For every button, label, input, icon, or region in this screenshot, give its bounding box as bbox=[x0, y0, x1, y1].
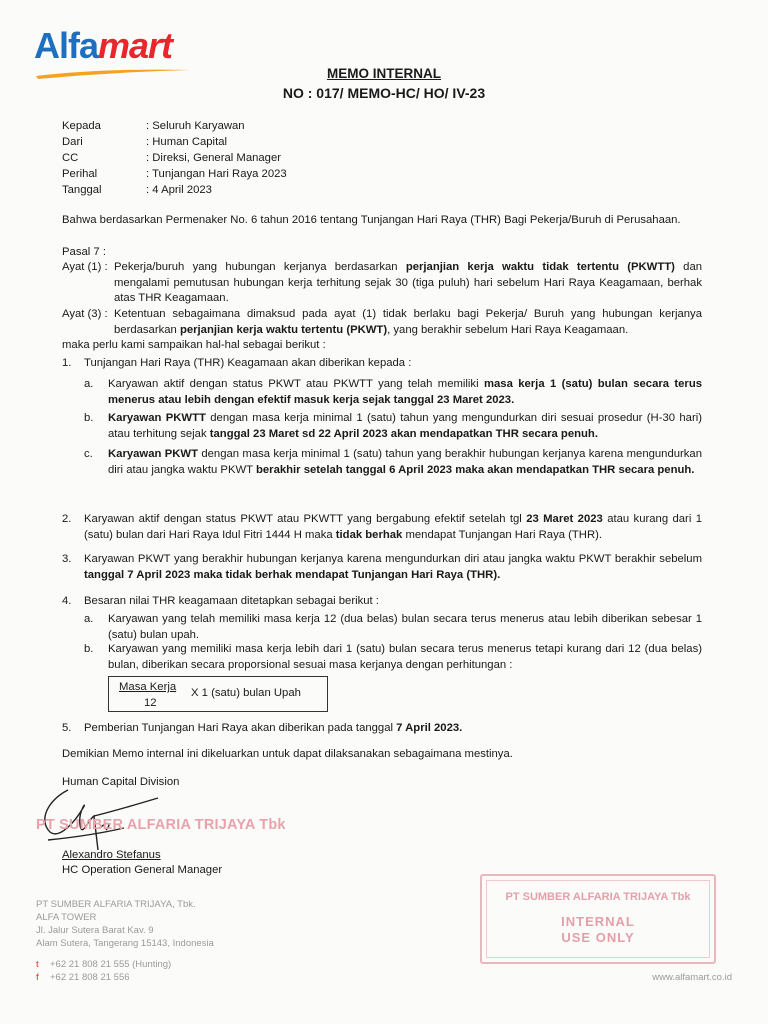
memo-number: NO : 017/ MEMO-HC/ HO/ IV-23 bbox=[282, 85, 486, 101]
footer-phone: t +62 21 808 21 555 (Hunting) bbox=[36, 959, 172, 970]
footer-building: ALFA TOWER bbox=[36, 912, 97, 923]
header-key: CC bbox=[62, 152, 79, 164]
header-value: : Direksi, General Manager bbox=[146, 152, 281, 164]
point-3-text: Karyawan PKWT yang berakhir hubungan kerjanya karena mengundurkan diri atau jangka waktu PKWT berakhir sebelum tanggal 7 April 2023 maka tidak berhak mendapat Tunjangan Hari Raya (THR). bbox=[84, 553, 702, 581]
point-1c-label: c. bbox=[84, 448, 93, 460]
point-4-text: Besaran nilai THR keagamaan ditetapkan sebagai berikut : bbox=[84, 595, 379, 607]
company-stamp-text: PT SUMBER ALFARIA TRIJAYA Tbk bbox=[36, 817, 286, 833]
point-1c-text: Karyawan PKWT dengan masa kerja minimal 1 (satu) tahun yang berakhir hubungan kerjanya karena mengundurkan diri atau jangka waktu PKWT berakhir setelah tanggal 6 April 2023 maka akan mendapatkan THR secara penuh. bbox=[108, 448, 702, 476]
stamp-line-1: INTERNAL bbox=[561, 914, 635, 929]
header-key: Dari bbox=[62, 136, 83, 148]
footer-fax: f +62 21 808 21 556 bbox=[36, 972, 130, 983]
point-2-number: 2. bbox=[62, 513, 72, 525]
header-value: : Tunjangan Hari Raya 2023 bbox=[146, 168, 287, 180]
signatory-division: Human Capital Division bbox=[62, 776, 180, 788]
point-5-number: 5. bbox=[62, 722, 72, 734]
header-key: Tanggal bbox=[62, 184, 102, 196]
pasal-label: Pasal 7 : bbox=[62, 246, 106, 258]
stamp-line-2: USE ONLY bbox=[561, 930, 635, 945]
signatory-name: Alexandro Stefanus bbox=[62, 849, 161, 861]
intro-paragraph: Bahwa berdasarkan Permenaker No. 6 tahun 2016 tentang Tunjangan Hari Raya (THR) Bagi Pekerja/Buruh di Perusahaan. bbox=[62, 214, 681, 226]
phone-label: t bbox=[36, 959, 39, 970]
logo-mart: mart bbox=[98, 25, 173, 66]
footer-street: Jl. Jalur Sutera Barat Kav. 9 bbox=[36, 925, 154, 936]
point-1b-label: b. bbox=[84, 412, 94, 424]
header-value: : Human Capital bbox=[146, 136, 227, 148]
header-value: : 4 April 2023 bbox=[146, 184, 212, 196]
point-2-text: Karyawan aktif dengan status PKWT atau PKWTT yang bergabung efektif setelah tgl 23 Maret 2023 atau kurang dari 1 (satu) bulan dari Hari Raya Idul Fitri 1444 H maka tidak berhak mendapat Tunjangan Hari Raya (THR). bbox=[84, 513, 702, 541]
point-3-number: 3. bbox=[62, 553, 72, 565]
ayat1-text: Pekerja/buruh yang hubungan kerjanya berdasarkan perjanjian kerja waktu tidak tertentu (PKWTT) dan mengalami pemutusan hubungan kerja terhitung sejak 30 (tiga puluh) hari sebelum Hari Raya Keagamaan, berhak atas THR Keagamaan. bbox=[114, 261, 703, 304]
intro-closing: maka perlu kami sampaikan hal-hal sebagai berikut : bbox=[62, 339, 326, 351]
point-4b-text: Karyawan yang memiliki masa kerja lebih dari 1 (satu) bulan secara terus menerus tetapi kurang dari 12 (dua belas) bulan, diberikan secara proporsional sesuai masa kerjanya dengan perhitungan : bbox=[108, 643, 702, 671]
formula-multiplier: X 1 (satu) bulan Upah bbox=[191, 687, 301, 699]
thr-formula-box bbox=[108, 676, 328, 712]
footer-city: Alam Sutera, Tangerang 15143, Indonesia bbox=[36, 938, 214, 949]
ayat3-label: Ayat (3) : bbox=[62, 308, 108, 320]
internal-use-stamp bbox=[480, 874, 716, 964]
point-4a-text: Karyawan yang telah memiliki masa kerja 12 (dua belas) bulan secara terus menerus atau lebih diberikan sebesar 1 (satu) bulan upah. bbox=[108, 613, 702, 641]
header-key: Perihal bbox=[62, 168, 98, 180]
closing-statement: Demikian Memo internal ini dikeluarkan untuk dapat dilaksanakan sebagaimana mestinya. bbox=[62, 748, 513, 760]
ayat3-text: Ketentuan sebagaimana dimaksud pada ayat (1) tidak berlaku bagi Pekerja/ Buruh yang hubungan kerjanya berdasarkan perjanjian kerja waktu tertentu (PKWT), yang berakhir sebelum Hari Raya Keagamaan. bbox=[114, 308, 702, 336]
point-1-text: Tunjangan Hari Raya (THR) Keagamaan akan diberikan kepada : bbox=[84, 357, 412, 369]
point-4b-label: b. bbox=[84, 643, 94, 655]
footer-company: PT SUMBER ALFARIA TRIJAYA, Tbk. bbox=[36, 899, 196, 910]
memo-title: MEMO INTERNAL bbox=[327, 66, 441, 81]
point-5-text: Pemberian Tunjangan Hari Raya akan diberikan pada tanggal 7 April 2023. bbox=[84, 722, 463, 734]
formula-numerator: Masa Kerja bbox=[119, 681, 177, 693]
header-value: : Seluruh Karyawan bbox=[146, 120, 245, 132]
point-1a-text: Karyawan aktif dengan status PKWT atau PKWTT yang telah memiliki masa kerja 1 (satu) bulan secara terus menerus atau lebih dengan efektif masuk kerja sejak tanggal 23 Maret 2023. bbox=[108, 378, 703, 406]
ayat1-label: Ayat (1) : bbox=[62, 261, 108, 273]
point-1-number: 1. bbox=[62, 357, 72, 369]
point-1b-text: Karyawan PKWTT dengan masa kerja minimal 1 (satu) tahun yang mengundurkan diri sesuai prosedur (H-30 hari) atau terhitung sejak tanggal 23 Maret sd 22 April 2023 akan mendapatkan THR secara penuh. bbox=[108, 412, 702, 440]
header-key: Kepada bbox=[62, 120, 101, 132]
signatory-position: HC Operation General Manager bbox=[62, 864, 223, 876]
fax-label: f bbox=[36, 972, 39, 983]
footer-website: www.alfamart.co.id bbox=[652, 972, 732, 983]
formula-denominator: 12 bbox=[144, 697, 157, 709]
point-4a-label: a. bbox=[84, 613, 94, 625]
point-1a-label: a. bbox=[84, 378, 94, 390]
point-4-number: 4. bbox=[62, 595, 72, 607]
logo-alfa: Alfa bbox=[34, 25, 99, 66]
stamp-company: PT SUMBER ALFARIA TRIJAYA Tbk bbox=[505, 891, 691, 903]
